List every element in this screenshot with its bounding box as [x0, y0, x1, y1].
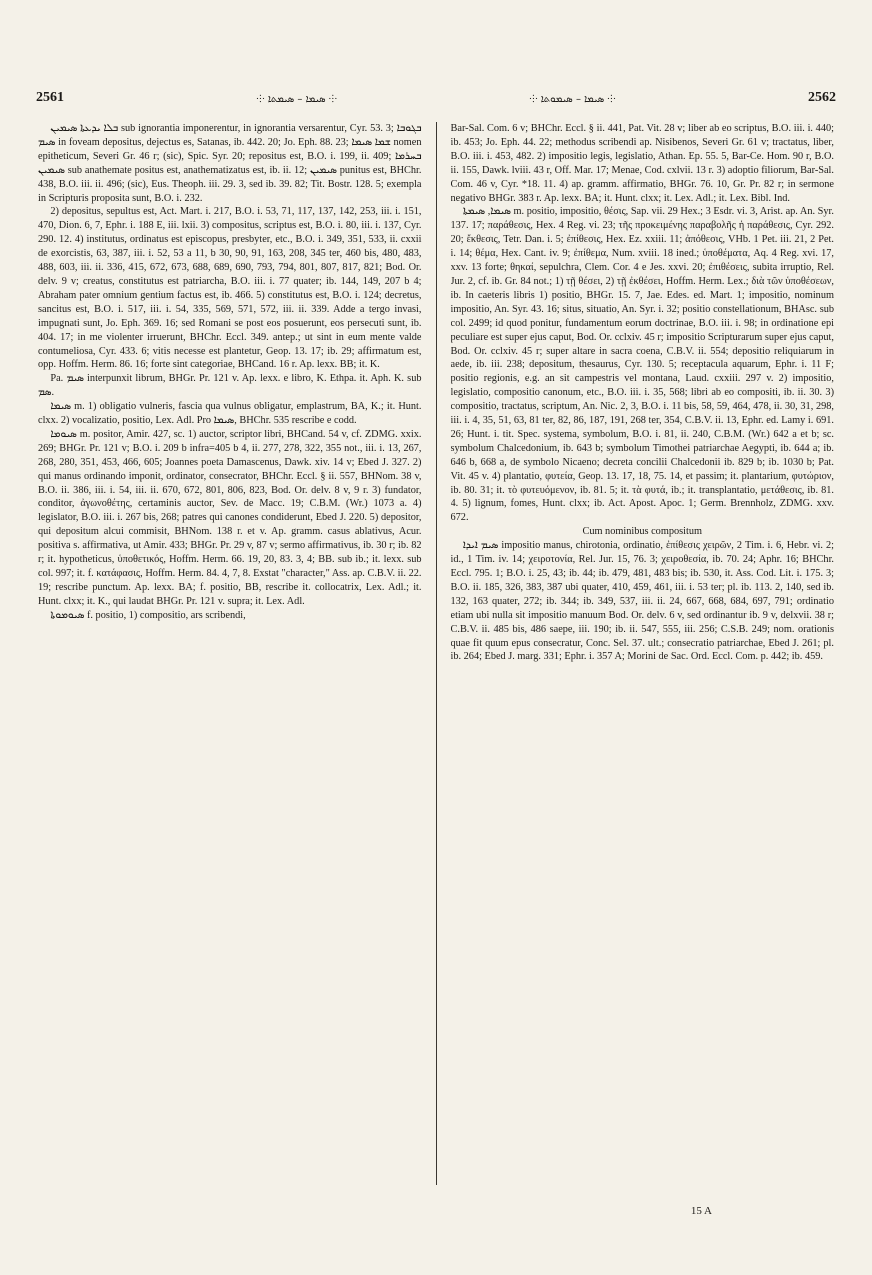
entry-paragraph: Bar-Sal. Com. 6 v; BHChr. Eccl. § ii. 441, Pat. Vit. 28 v; liber ab eo scriptus, B.O. iii. i. 440; ib. 453; Jo. Eph. 44. 22; methodus scribendi ap. Nisibenos, Severi Gr. 61 v; tractatus, liber, B.O. iii. i. 453, 482. 2) impositio legis, legislatio, Athan. Ep. 55. 5, Bar-Ce. Hom. 90 r, B.O. ii. 155, Dawk. lviii. 43 r, Off. Mar. 17; Menae, Cod. cxlvii. 13 r. 3) adoptio filiorum, Bar-Sal. Com. 46 v, Cyr. *18. 11. 4) ap. gramm. affirmatio, BHGr. 76. 10, Gr. Pr. 82 r; in sermone negativo BHGr. 383 r. Ap. lexx. BA; it. Hunt. clxx; it. Lex. Adl.; it. Lex. Bibl. Ind. [450, 123, 834, 204]
right-column [451, 122, 835, 1185]
two-column-body [38, 122, 834, 1185]
signature-mark: 15 A [690, 1205, 712, 1217]
right-page-number: 2562 [807, 90, 836, 105]
entry-paragraph: 2) depositus, sepultus est, Act. Mart. i. 217, B.O. i. 53, 71, 117, 137, 142, 253, iii. i. 151, 470, Dion. 6, 7, Ephr. i. 188 E, iii. lxii. 3) compositus, scriptus est, B.O. i. 80, iii. i. 137, Cyr. 290. 12. 4) institutus, ordinatus est episcopus, presbyter, etc., B.O. i. 349, 351, 533, ii. cxxii de exorcistis, 63, 387, iii. i. 52, 53 a 11, b 30, 90, 91, 163, 208, 345 ter, 460 bis, 480, 483, 488, 603, iii. ii. 336, 415, 672, 673, 688, 689, 690, 793, 794, 801, 807, 817, 821; Bod. Or. delv. 9 v; creatus, constitutus est patriarcha, B.O. iii. i. 77 quater; ib. 144, 149, 207 b 4; Abraham pater omnium gentium factus est, ib. 466. 5) constitutus est, B.O. i. 124; decretus, sancitus est, B.O. i. 517, iii. i. 54, 335, 569, 571, 572, iii. ii. 339. Adde a tergo invasi, impugnati sunt, Jo. Eph. 369. 16; sed Romani se post eos posuerunt, eos persecuti sunt, ib. 404. 17; in me violenter irruerunt, BHChr. Eccl. 349. antep.; ut sint in eum mente valde contumeliosa, Cyr. 433. 6; vitis necesse est plantetur, Geop. 13. 17; ib. 29; affirmatum est, opp. Hoffm. Herm. 86. 16; forte sint categoriae, BHCand. 16 r. Ap. lexx. BB; it. K. [38, 206, 422, 371]
column-divider [436, 122, 437, 1185]
entry-paragraph: ܣܝܡ ܐܝܕܐ impositio manus, chirotonia, ordinatio, ἐπίθεσις χειρῶν, 2 Tim. i. 6, Hebr. vi. 2; id., 1 Tim. iv. 14; χειροτονία, Rel. Jur. 15, 76. 3; χειροθεσία, ib. 70. 24; Aphr. 16; BHChr. Eccl. 795. 1; B.O. i. 25, 43; ib. 44; ib. 479, 481, 483 bis; ib. 530, it. Ass. Cod. Lit. i. 175. 3; B.O. ii. 185, 326, 383, 387 ubi quater, 410, 459, 461, iii. i. 53 ter; pl. ib. 113. 2, 140, sed ib. 132, 163 quater, 272; ib. 344; ib. 349, 537, iii. ii. 24, 667, 668, 684, 697, 791; ordinatio etiam ubi nulla sit impositio manuum Bod. Or. delv. 6 v, sed ordinantur ib. 9 v, delxvii. 38 r; C.B.V. ii. 485 bis, 486 saepe, iii. 190; ib. ii. 547, 555, iii. 256; C.S.B. 249; nom. orationis quae fit quum epus consecratur, Conc. Sel. 37. ult.; consecratio patriarchae, Ebed J. 261; pl. ib. 264; Ebed J. marg. 331; Ephr. i. 357 A; Morini de Sac. Ord. Eccl. Com. p. 442; ib. 459. [450, 540, 834, 663]
entry-paragraph: ܣܝܘܡܐ m. positor, Amir. 427, sc. 1) auctor, scriptor libri, BHCand. 54 v, cf. ZDMG. xxix. 269; BHGr. Pr. 121 v; B.O. i. 209 b infra=405 b 4, ii. 277, 278, 322, 355 not., iii. i. 13, 267, 268, 280, 351, 453, 466, 605; Joannes poeta Damascenus, Dawk. xiv. 14 v; Ebed J. 327. 2) qui manus ordinando imponit, ordinator, consecrator, BHChr. Eccl. § ii. 557, BHNom. 38 v, B.O. ii. 386, iii. i. 54, iii. ii. 670, 672, 801, 806, 823, Bod. Or. delv. 8 v, 9 r. 3) fundator, conditor, ἀγωνοθέτης, certaminis auctor, Sev. de Macc. 19; C.B.M. (Wr.) 1073 a. 4) legislator, B.O. iii. i. 267 bis, 268; patres qui canones condiderunt, Ebed J. 220. 5) depositor, qui depositum alcui commisit, BHNom. 138 r. et v. Ap. gramm. casus ablativus, Acur. positiva s. affirmativa, ut Amir. 433; BHGr. Pr. 29 v, 87 v; sermo affirmativus, ib. 30 r; ib. 82 r; it. hypotheticus, ὑποθετικός, Hoffm. Herm. 66. 19, 20, 83. 3, 4; BB. sub ib.; it. lexx. sub col. 997; it. f. κατάφασις, Hoffm. Herm. 84. 4, 7, 8. Exstat "character," Ass. ap. C.B.V. ii. 22. 19; rescribe punctum. Ap. lexx. BA; f. positio, BB, rescribe it. collocatrix, Lex. Adl.; it. Hunt. clxx; it. K., qui laudat BHGr. Pr. 121 v. supra; it. Lex. Adl. [38, 428, 422, 607]
subheading: Cum nominibus compositum [582, 526, 703, 538]
left-page-number: 2561 [36, 90, 64, 105]
entry-paragraph: ܣܝܘܡܘܬܐ f. positio, 1) compositio, ars scribendi, [50, 609, 246, 621]
left-column [38, 122, 422, 1185]
right-running-title: ⸭ ܣܝܡܐ – ܣܝܡܘܬܐ ⸭ [529, 94, 616, 105]
entry-paragraph: ܒܠܐ ܝܕܥܬܐ ܣܝܡܝܢ sub ignorantia imponerentur, in ignorantia versarentur, Cyr. 53. 3; ܒܓܘܒܐ ܣܝܡ in foveam depositus, dejectus es, Satanas, ib. 442. 20; Jo. Eph. 88. 23; ܫܡܐ ܣܝܡܐ nomen epitheticum, Severi Gr. 46 r; (sic), Spic. Syr. 20; repositus est, B.O. i. 199, ii. 409; ܒܚܪܡܐ ܣܝܡܝܢ sub anathemate positus est, anathematizatus est, ib. ii. 12; ܣܝܡܝܢ punitus est, BHChr. 438, B.O. iii. ii. 496; (sic), Eus. Theoph. iii. 29. 3, sed ib. 39. 82; Tit. Bostr. 128. 5; exempla in Scripturis proposita sunt, B.O. i. 232. [38, 123, 422, 204]
left-running-title: ⸭ ܣܝܡܐ – ܣܝܡܬܐ ⸭ [256, 94, 337, 105]
entry-paragraph: ܣܝܡܐ m. 1) obligatio vulneris, fascia qua vulnus obligatur, emplastrum, BA, K.; it. Hunt. clxx. 2) vocalizatio, positio, Lex. Adl. Pro ܣܝܡܐ, BHChr. 535 rescribe e codd. [38, 401, 422, 427]
page-header [36, 86, 836, 110]
entry-paragraph: Pa. ܣܝܡ interpunxit librum, BHGr. Pr. 121 v. Ap. lexx. e libro, K. Ethpa. it. Aph. K. sub ܣܡ. [38, 373, 422, 399]
entry-paragraph: ܣܝܡܐ, ܣܝܡܬܐ m. positio, impositio, θέσις, Sap. vii. 29 Hex.; 3 Esdr. vi. 3, Arist. ap. An. Syr. 137. 17; παράθεσις, Hex. 4 Reg. vi. 23; τῆς προκειμένης παραβολῆς ἡ παράθεσις, Cyr. 292. 20; ἔκθεσις, Tetr. Dan. i. 5; ἐπίθεσις, Hex. Ez. xxiii. 11; ἀπόθεσις, VHb. 1 Pet. iii. 21, 2 Pet. i. 14; θέμα, Hex. Cant. iv. 9; ἐπίθεμα, Num. xviii. 18 ined.; ὑποθέματα, Aq. 4 Reg. xvi. 17, xxv. 13 forte; θηκαί, sepulchra, Clem. Cor. 4 e Jes. xxvi. 20; ἐπιθέσεις, subita irruptio, Rel. Jur. 2, cf. ib. Gr. 84 not.; 1) τῇ θέσει, 2) τῇ ἐκθέσει, Hoffm. Herm. Lex.; διὰ τῶν ὑποθέσεων, ib. In caeteris libris 1) positio, BHGr. 15. 7, Jae. Edes. ed. Mart. 1; impositio, nominum impositio, An. Syr. 43. 16; situs, situatio, An. Syr. i. 32; positio constellationum, BHAsc. sub col. 2499; id quod ponitur, fundamentum eorum doctrinae, B.O. iii. i. 98; in ordinatione epi peculiare est super ejus caput, Bod. Or. cclxiv. 45 r; impositio Scripturarum super ejus caput, Bod. Or. cclxiv. 45 r; super altare in sacra coena, C.B.V. ii. 554; depositio reliquiarum in aede, ib. iii. 238; depositum, thesaurus, Cyr. 130. 5; receptacula aquarum, Ephr. i. 11 F; positio regionis, e.g. an sit campestris vel montana, Laud. cxxiii. 297 v. 2) impositio, legislatio, compositio canonum, etc., B.O. iii. i. 35, 568; libri ab eo compositi, ib. ii. 30. 3) compositio, tractatus, scriptum, An. Nic. 2, 3, B.O. i. 11 bis, 58, 59, 464, 478, ii. 30, 31, 298, iii. i. 4, 35, 51, 63, 81 ter, 82, 86, 187, 191, 268 ter, 354, C.B.V. ii. 13, Ephr. ed. Lamy i. 691. 26; Hunt. i. tit. Spec. systema, symbolum, B.O. i. 81, ii. 240, C.B.M. (Wr.) 642 a et b; sc. symbolum Chalcedonium, ib. 643 b; symbolum Timothei patriarchae Aegypti, ib. 644 a; ib. 646 b, 668 a, de symbolo Nicaeno; decreta concilii Chalcedonii ib. 829 b; ib. 1030 b; Pat. Vit. 45 v. 4) plantatio, φυτεία, Geop. 13. 17, 18, 75. 14, et passim; it. plantarium, φυτώριον, ib. 80. 31; it. τὸ φυτευόμενον, ib. 81. 5; it. τὰ φυτά, ib.; it. transplantatio, μετάθεσις, ib. 81. 4. 5) lignum, fomes, Hunt. clxx; ib. Act. Apost. Apoc. 1; Germ. Brennholz, ZDMG. xxv. 672. [450, 206, 834, 524]
